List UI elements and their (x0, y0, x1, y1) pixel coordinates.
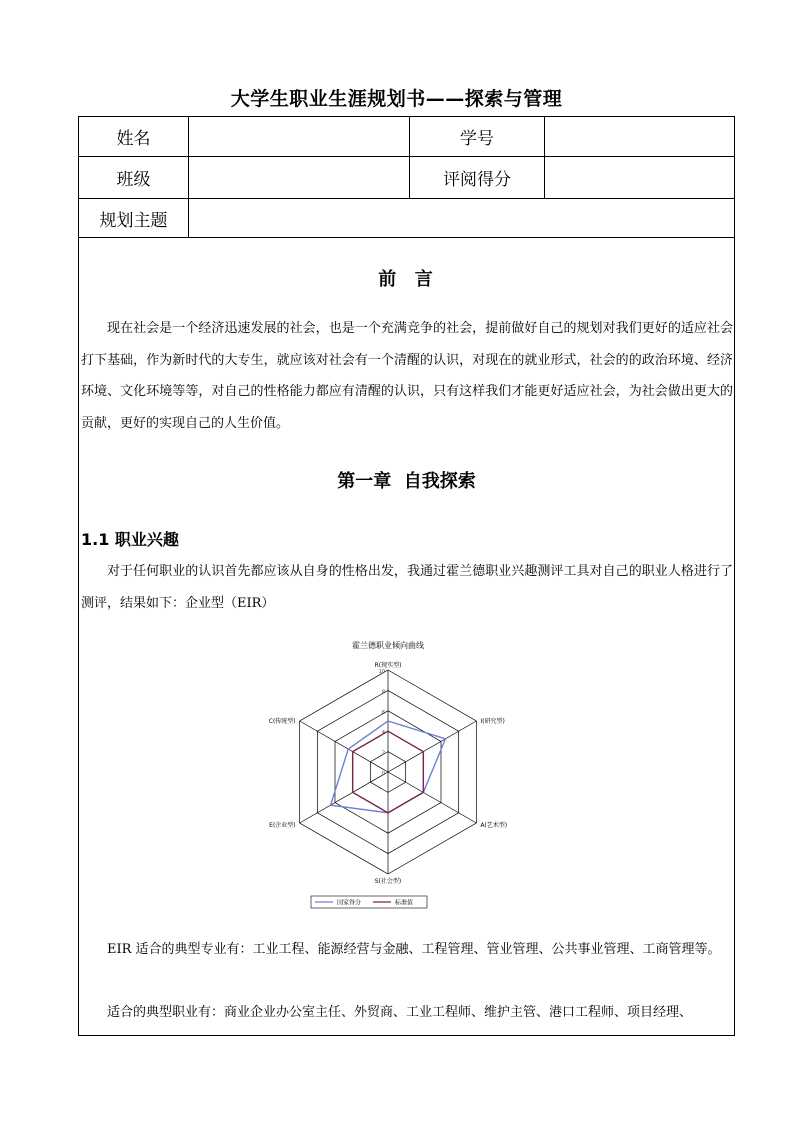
document-title: 大学生职业生涯规划书——探索与管理 (230, 88, 563, 110)
axis-spoke (300, 772, 388, 823)
tick-label: 0 (381, 771, 385, 777)
radar-chart-svg (253, 639, 543, 919)
topic-field[interactable] (189, 199, 734, 237)
interest-intro-paragraph: 对于任何职业的认识首先都应该从自身的性格出发，我通过霍兰德职业兴趣测评工具对自己的职业人格进行了测评，结果如下：企业型（EIR） (81, 564, 733, 611)
axis-label: C(传统型) (268, 718, 296, 725)
legend-label: 国家得分 (337, 899, 362, 907)
score-field[interactable] (545, 157, 734, 198)
section-heading-interest: 1.1 职业兴趣 (81, 530, 179, 549)
table-rule (79, 237, 734, 238)
legend-label: 标准值 (395, 899, 414, 907)
score-label: 评阅得分 (443, 170, 511, 190)
preface-heading: 前 言 (378, 269, 435, 290)
name-label: 姓名 (116, 129, 151, 149)
axis-label: R(现实型) (374, 662, 402, 669)
student-id-label: 学号 (460, 129, 494, 149)
chapter-heading: 第一章 自我探索 (337, 471, 476, 492)
axis-spoke (388, 772, 476, 823)
axis-label: E(企业型) (269, 822, 296, 829)
axis-spoke (388, 721, 476, 772)
tick-label: 2 (381, 750, 385, 757)
tick-label: 6 (381, 709, 385, 716)
tick-label: 10 (378, 669, 385, 675)
jobs-paragraph: 适合的典型职业有：商业企业办公室主任、外贸商、工业工程师、维护主管、港口工程师、项目经理、 (107, 1005, 693, 1020)
tick-label: 8 (381, 689, 385, 696)
axis-label: S(社会型) (374, 878, 402, 885)
preface-paragraph: 现在社会是一个经济迅速发展的社会，也是一个充满竞争的社会，提前做好自己的规划对我们更好的适应社会打下基础，作为新时代的大专生，就应该对社会有一个清醒的认识，对现在的就业形式，社会的的政治环境、经济环境、文化环境等等，对自己的性格能力都应有清醒的认识，只有这样我们才能更好适应社会，为社会做出更大的贡献，更好的实现自己的人生价值。 (81, 321, 733, 431)
name-field[interactable] (189, 117, 409, 156)
axis-label: I(研究型) (480, 718, 505, 725)
student-id-field[interactable] (545, 117, 734, 156)
topic-label: 规划主题 (99, 210, 168, 231)
class-label: 班级 (116, 170, 151, 190)
tick-label: 4 (381, 730, 385, 737)
class-field[interactable] (189, 157, 409, 198)
axis-label: A(艺术型) (480, 822, 508, 829)
chart-title: 霍兰德职业倾向曲线 (352, 641, 424, 650)
majors-paragraph: EIR 适合的典型专业有：工业工程、能源经营与金融、工程管理、管业管理、公共事业管理、工商管理等。 (107, 942, 721, 957)
holland-radar-chart (253, 639, 543, 919)
planning-form (78, 116, 735, 1036)
